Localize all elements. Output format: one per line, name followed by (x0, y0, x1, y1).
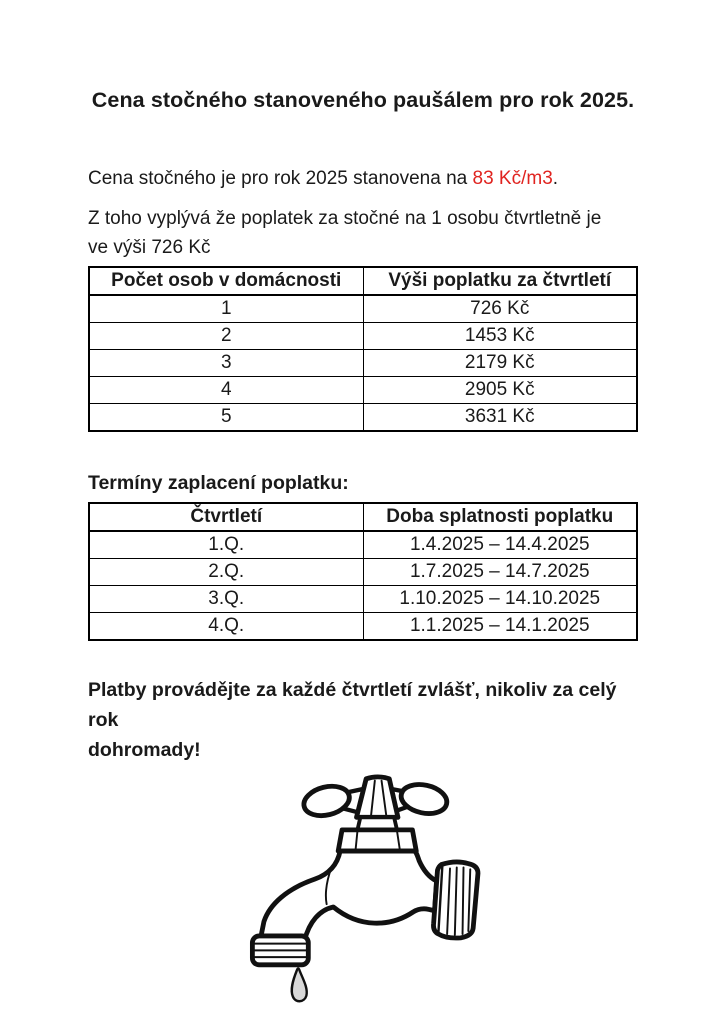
quarter-cell: 2.Q. (89, 559, 363, 586)
payment-notice-line-2: dohromady! (88, 739, 201, 761)
faucet-icon (235, 773, 505, 1014)
deadlines-table (88, 502, 638, 641)
fees-table-header-row (89, 267, 637, 295)
deadlines-heading: Termíny zaplacení poplatku: (88, 472, 349, 494)
fees-persons-cell: 3 (89, 350, 363, 377)
period-cell: 1.4.2025 – 14.4.2025 (363, 531, 637, 559)
intro-sentence-2-line-2: ve výši 726 Kč (88, 237, 211, 258)
faucet-image (88, 773, 638, 1019)
table-row (89, 377, 637, 404)
quarter-cell: 1.Q. (89, 531, 363, 559)
intro-sentence-1-prefix: Cena stočného je pro rok 2025 stanovena na (88, 168, 473, 189)
fees-table (88, 266, 638, 432)
deadlines-header-quarter: Čtvrtletí (89, 503, 363, 531)
period-cell: 1.10.2025 – 14.10.2025 (363, 586, 637, 613)
quarter-cell: 3.Q. (89, 586, 363, 613)
table-row (89, 531, 637, 559)
intro-sentence-1 (88, 167, 638, 191)
period-cell: 1.1.2025 – 14.1.2025 (363, 613, 637, 641)
table-row (89, 295, 637, 323)
period-cell: 1.7.2025 – 14.7.2025 (363, 559, 637, 586)
table-row (89, 586, 637, 613)
quarter-cell: 4.Q. (89, 613, 363, 641)
intro-sentence-2-line-1: Z toho vyplývá že poplatek za stočné na 1 osobu čtvrtletně je (88, 208, 602, 229)
fees-persons-cell: 2 (89, 323, 363, 350)
fees-amount-cell: 726 Kč (363, 295, 637, 323)
payment-notice-line-1: Platby provádějte za každé čtvrtletí zvlášť, nikoliv za celý rok (88, 679, 617, 731)
fees-amount-cell: 2179 Kč (363, 350, 637, 377)
fees-amount-cell: 2905 Kč (363, 377, 637, 404)
payment-notice (88, 675, 638, 765)
fees-table-header-persons: Počet osob v domácnosti (89, 267, 363, 295)
table-row (89, 559, 637, 586)
fees-amount-cell: 1453 Kč (363, 323, 637, 350)
fees-persons-cell: 5 (89, 404, 363, 432)
fees-persons-cell: 4 (89, 377, 363, 404)
table-row (89, 613, 637, 641)
table-row (89, 323, 637, 350)
intro-sentence-1-suffix: . (552, 168, 559, 189)
intro-sentence-2 (88, 204, 638, 262)
fees-table-header-amount: Výši poplatku za čtvrtletí (363, 267, 637, 295)
price-highlight: 83 Kč/m3 (472, 168, 553, 189)
fees-amount-cell: 3631 Kč (363, 404, 637, 432)
table-row (89, 350, 637, 377)
document-title: Cena stočného stanoveného paušálem pro rok 2025. (91, 88, 635, 112)
table-row (89, 404, 637, 432)
deadlines-table-header-row (89, 503, 637, 531)
fees-persons-cell: 1 (89, 295, 363, 323)
deadlines-header-period: Doba splatnosti poplatku (363, 503, 637, 531)
